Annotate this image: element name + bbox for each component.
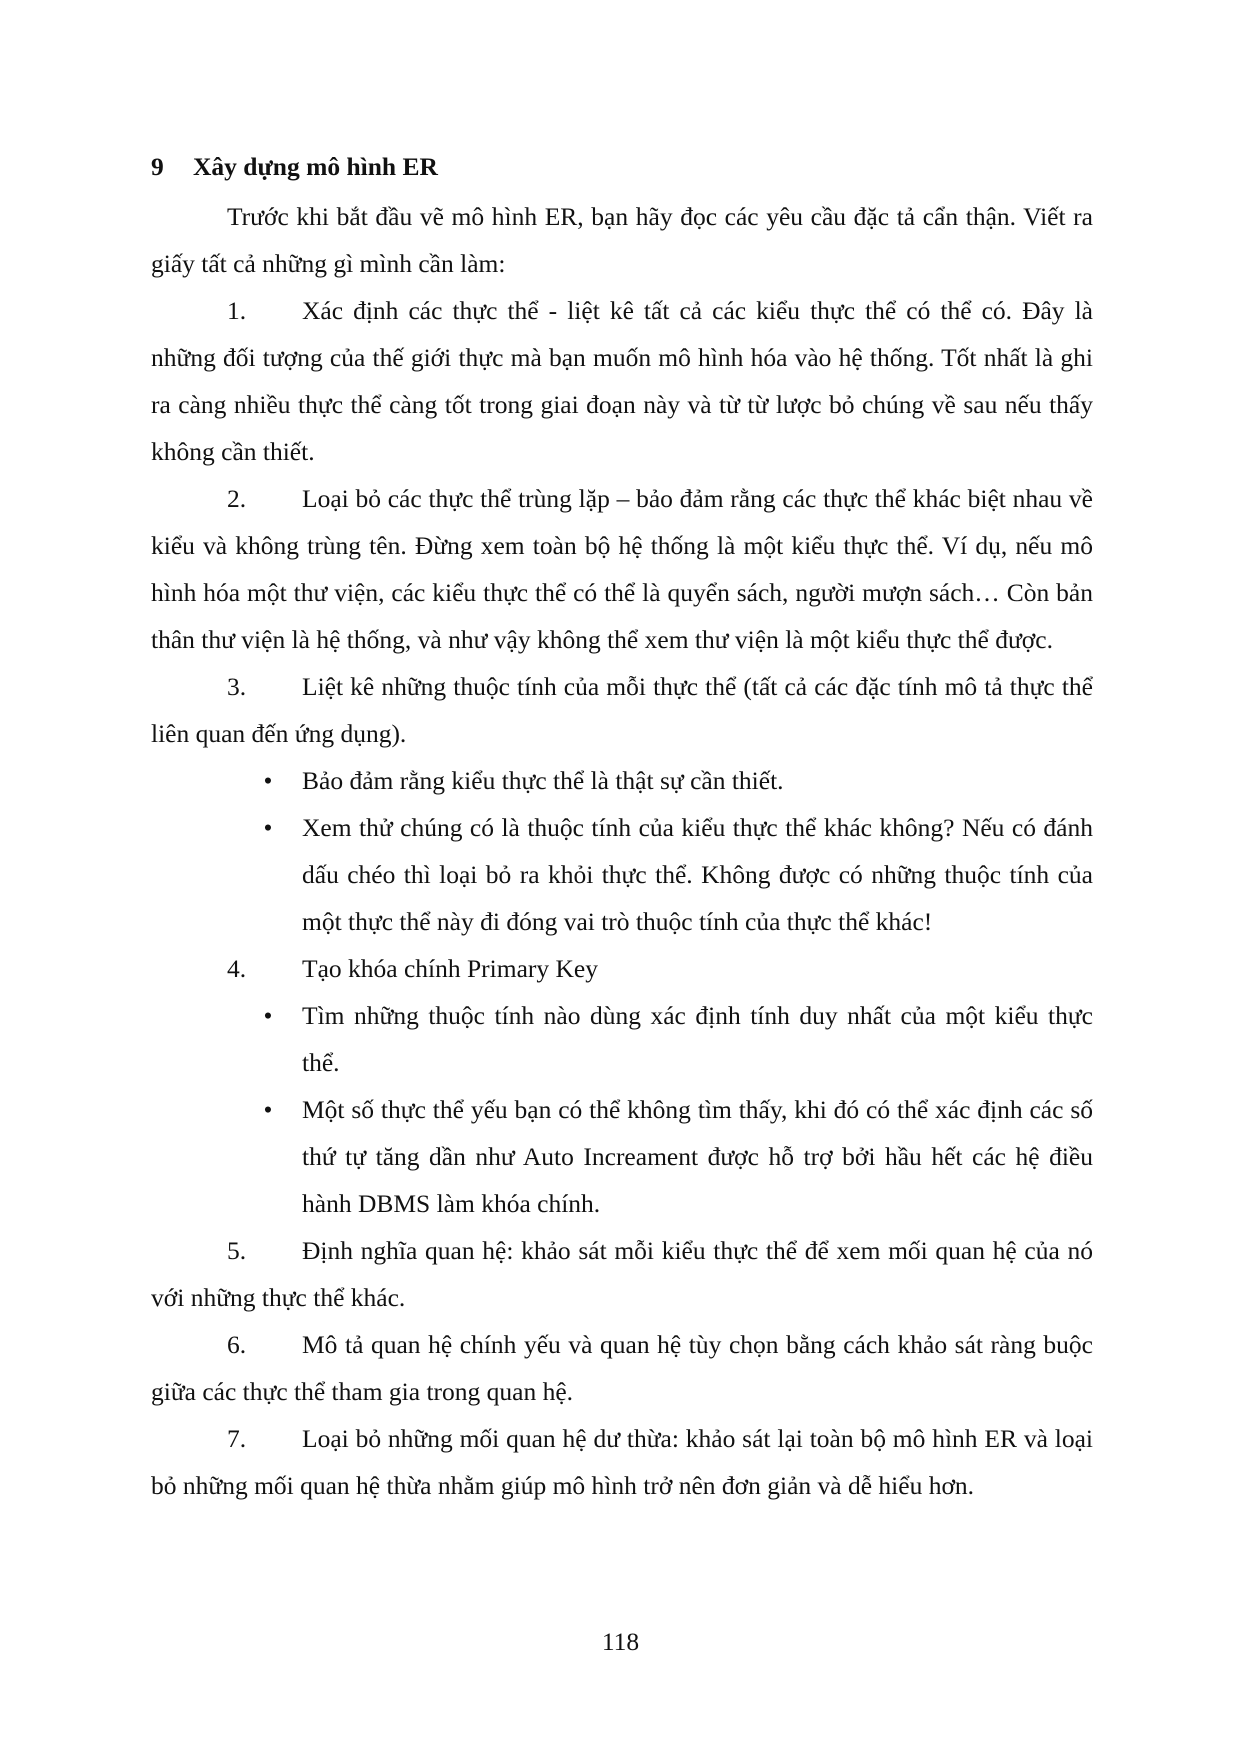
step-text: Loại bỏ những mối quan hệ dư thừa: khảo sát lại toàn bộ mô hình ER và loại bỏ những mối quan hệ thừa nhằm giúp mô hình trở nên đơn giản và dễ hiểu hơn. — [151, 1424, 1093, 1500]
step-text: Xác định các thực thể - liệt kê tất cả các kiểu thực thể có thể có. Đây là những đối tượng của thế giới thực mà bạn muốn mô hình hóa vào hệ thống. Tốt nhất là ghi ra càng nhiều thực thể càng tốt trong giai đoạn này và từ từ lược bỏ chúng về sau nếu thấy không cần thiết. — [151, 296, 1093, 466]
section-heading — [151, 143, 1093, 190]
bullet-text: Tìm những thuộc tính nào dùng xác định tính duy nhất của một kiểu thực thể. — [302, 1001, 1093, 1077]
step-2 — [151, 475, 1093, 663]
step-text: Tạo khóa chính Primary Key — [302, 954, 599, 983]
step-6 — [151, 1321, 1093, 1415]
step-number: 2. — [227, 484, 247, 513]
page-number: 118 — [601, 1627, 640, 1656]
step-number: 3. — [227, 672, 247, 701]
step-1 — [151, 287, 1093, 475]
page-body — [151, 143, 1093, 1509]
bullet-icon: • — [263, 766, 273, 795]
bullet-text: Xem thử chúng có là thuộc tính của kiểu thực thể khác không? Nếu có đánh dấu chéo thì loại bỏ ra khỏi thực thể. Không được có những thuộc tính của một thực thể này đi đóng vai trò thuộc tính của thực thể khác! — [302, 813, 1093, 936]
section-number: 9 — [151, 152, 164, 181]
step-4 — [151, 945, 1093, 992]
step-number: 1. — [227, 296, 247, 325]
bullet-text: Một số thực thể yếu bạn có thể không tìm thấy, khi đó có thể xác định các số thứ tự tăng dần như Auto Increament được hỗ trợ bởi hầu hết các hệ điều hành DBMS làm khóa chính. — [302, 1095, 1093, 1218]
bullet-item — [151, 1086, 1093, 1227]
bullet-icon: • — [263, 813, 273, 842]
step-number: 4. — [227, 954, 247, 983]
step-5 — [151, 1227, 1093, 1321]
step-text: Liệt kê những thuộc tính của mỗi thực thể (tất cả các đặc tính mô tả thực thể liên quan đến ứng dụng). — [151, 672, 1093, 748]
bullet-item — [151, 757, 1093, 804]
bullet-icon: • — [263, 1095, 273, 1124]
section-title: Xây dựng mô hình ER — [193, 152, 438, 181]
step-text: Định nghĩa quan hệ: khảo sát mỗi kiểu thực thể để xem mối quan hệ của nó với những thực thể khác. — [151, 1236, 1093, 1312]
step-text: Mô tả quan hệ chính yếu và quan hệ tùy chọn bằng cách khảo sát ràng buộc giữa các thực thể tham gia trong quan hệ. — [151, 1330, 1093, 1406]
step-3 — [151, 663, 1093, 757]
step-7 — [151, 1415, 1093, 1509]
bullet-item — [151, 992, 1093, 1086]
step-number: 6. — [227, 1330, 247, 1359]
bullet-item — [151, 804, 1093, 945]
step-number: 7. — [227, 1424, 247, 1453]
bullet-text: Bảo đảm rằng kiểu thực thể là thật sự cần thiết. — [302, 766, 784, 795]
step-text: Loại bỏ các thực thể trùng lặp – bảo đảm rằng các thực thể khác biệt nhau về kiểu và không trùng tên. Đừng xem toàn bộ hệ thống là một kiểu thực thể. Ví dụ, nếu mô hình hóa một thư viện, các kiểu thực thể có thể là quyển sách, người mượn sách… Còn bản thân thư viện là hệ thống, và như vậy không thể xem thư viện là một kiểu thực thể được. — [151, 484, 1093, 654]
step-number: 5. — [227, 1236, 247, 1265]
bullet-icon: • — [263, 1001, 273, 1030]
intro-paragraph: Trước khi bắt đầu vẽ mô hình ER, bạn hãy đọc các yêu cầu đặc tả cẩn thận. Viết ra giấy tất cả những gì mình cần làm: — [151, 202, 1093, 278]
